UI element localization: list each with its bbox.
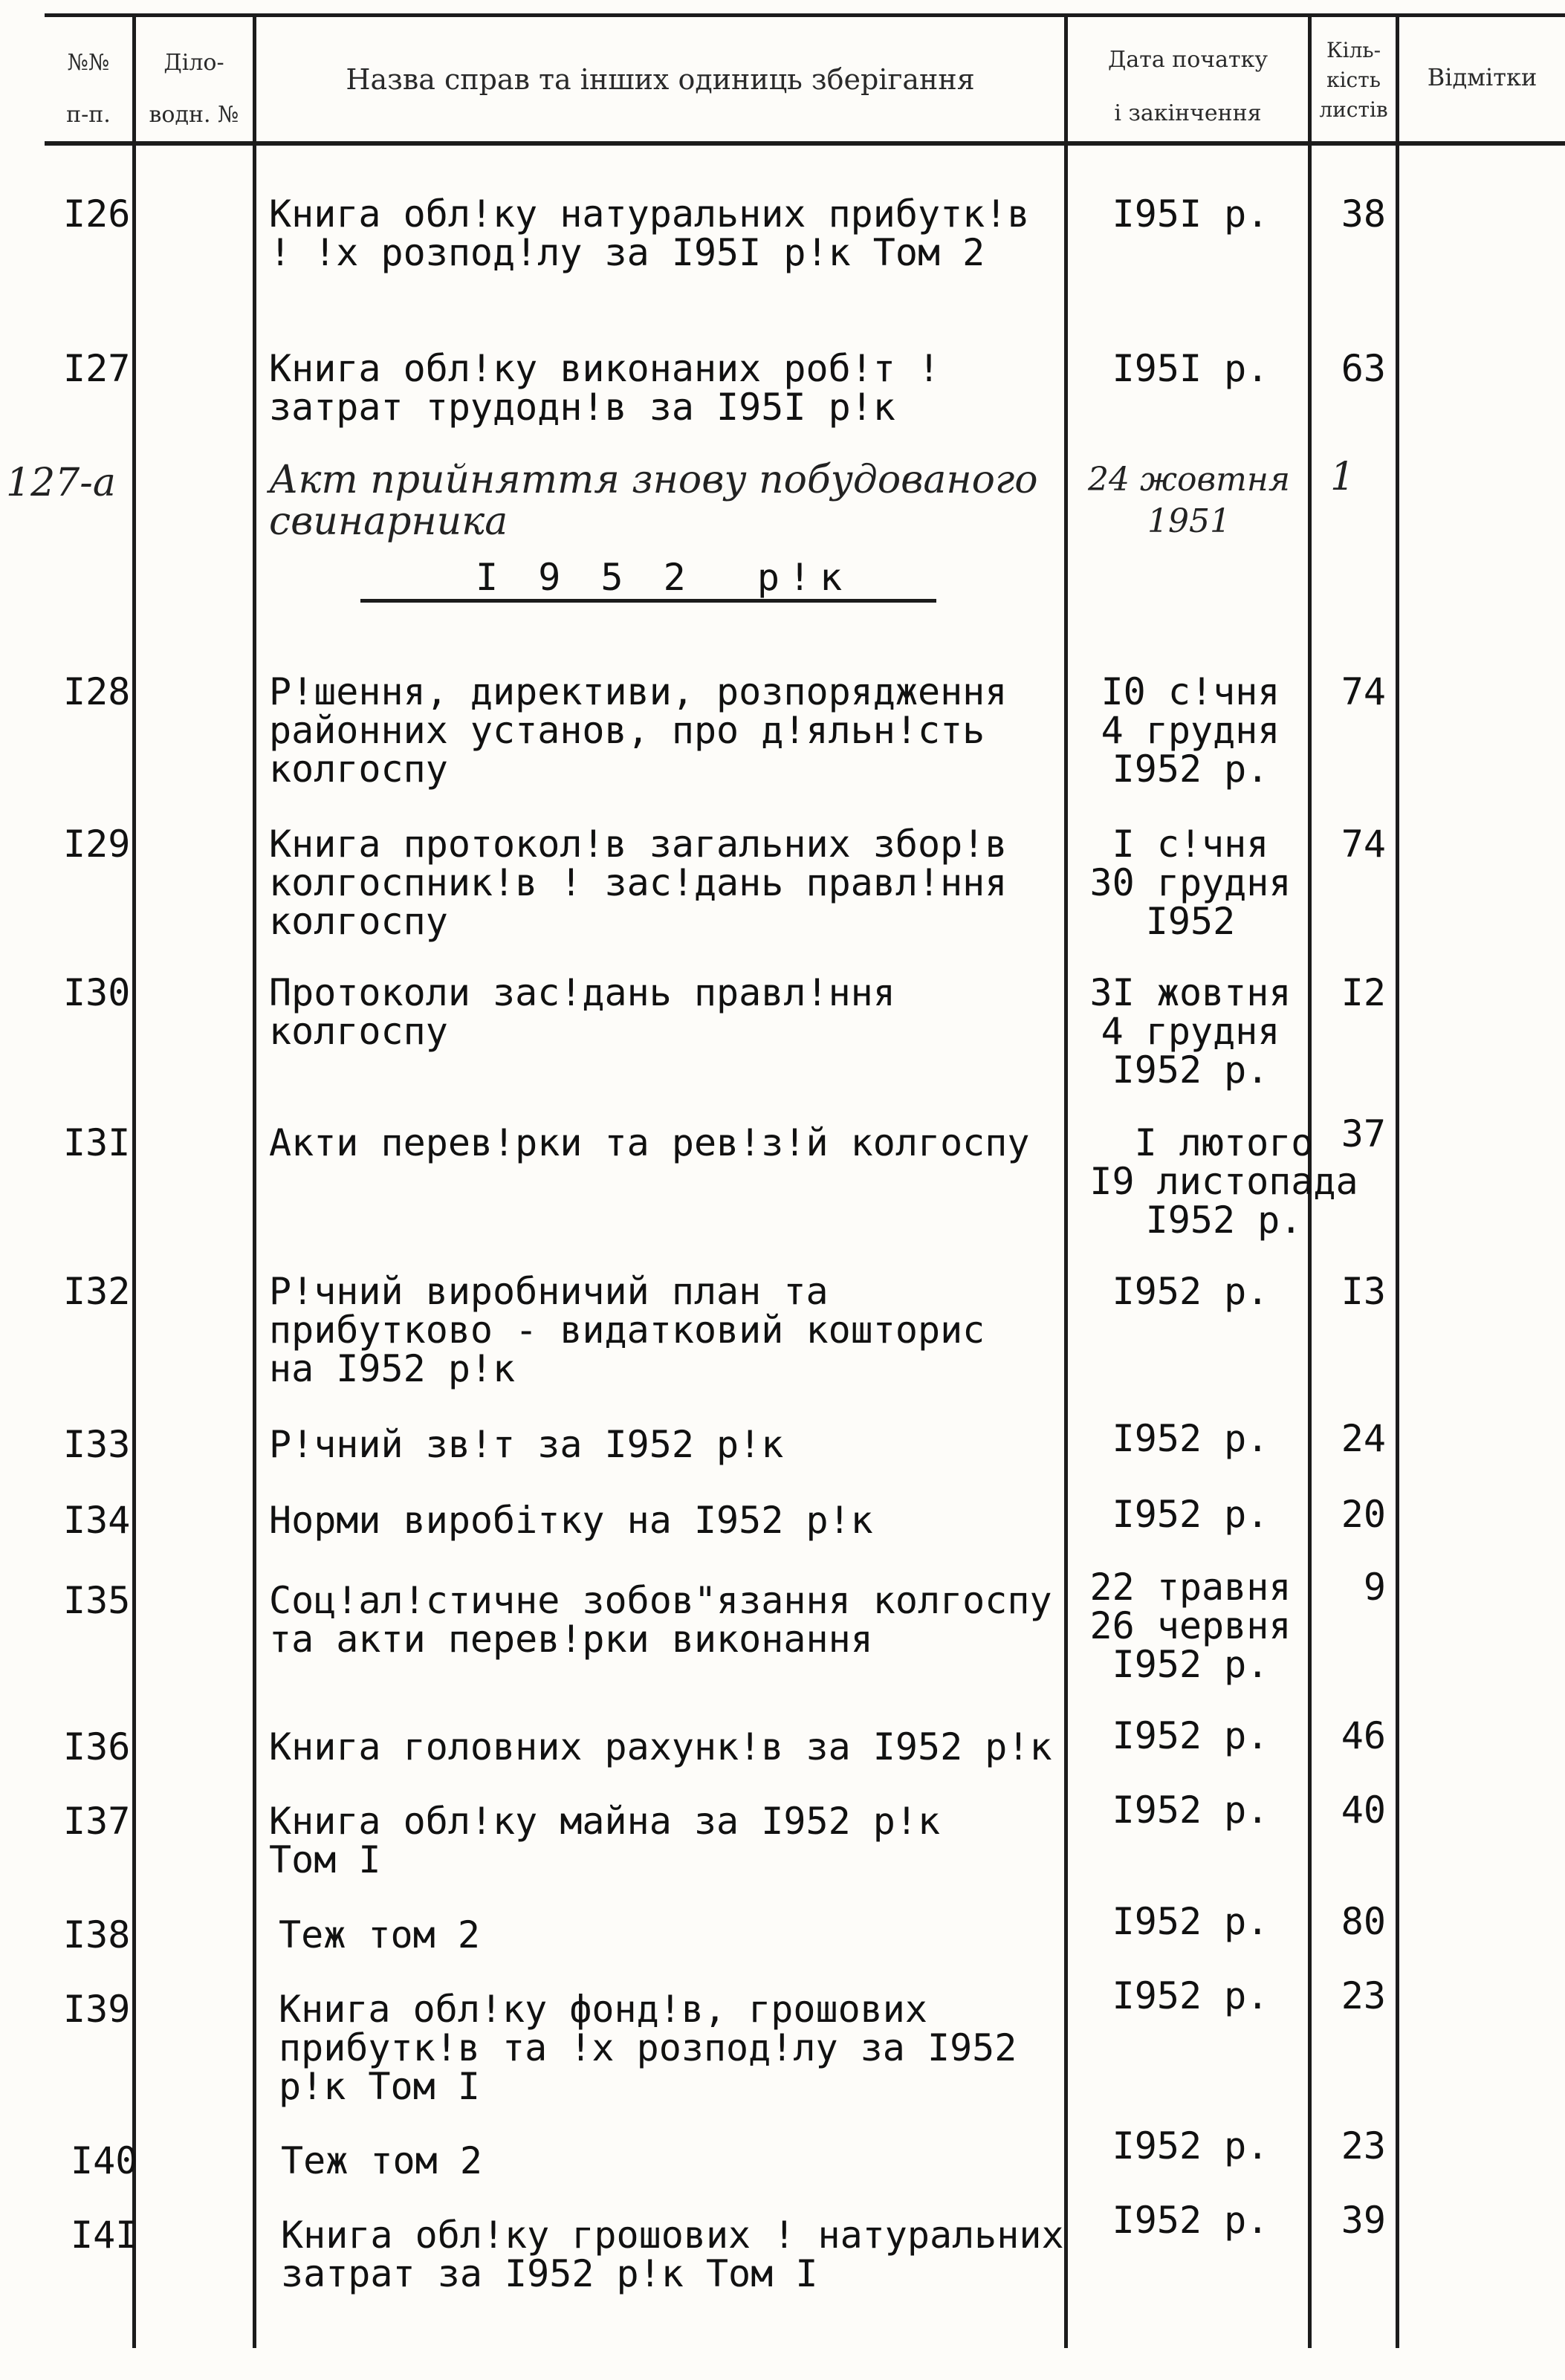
row-131-dates: I лютого I9 листопада I952 р. xyxy=(1089,1121,1358,1242)
row-127-title: Книга обл!ку виконаних роб!т ! затрат трудодн!в за I95I р!к xyxy=(269,347,941,429)
row-141-title: Книга обл!ку грошових ! натуральних затрат за I952 р!к Том I xyxy=(281,2214,1064,2295)
row-131-title: Акти перев!рки та рев!з!й колгоспу xyxy=(269,1121,1030,1164)
col-divider-1 xyxy=(132,15,136,2348)
header-col-sheets-line3: листів xyxy=(1319,97,1388,122)
row-127-sheets: 63 xyxy=(1341,347,1386,390)
row-137-num: I37 xyxy=(63,1800,131,1843)
row-133-sheets: 24 xyxy=(1341,1417,1386,1460)
row-139-sheets: 23 xyxy=(1341,1974,1386,2017)
row-135-title: Соц!ал!стичне зобов"язання колгоспу та акти перев!рки виконання xyxy=(269,1579,1052,1661)
row-127a-dates: 24 жовтня 1951 xyxy=(1088,461,1290,540)
header-bottom-rule xyxy=(45,141,1565,146)
row-126-dates: I95I р. xyxy=(1112,192,1269,236)
header-col-dates-line1: Дата початку xyxy=(1107,47,1268,73)
row-138-num: I38 xyxy=(63,1913,131,1956)
row-140-title: Теж том 2 xyxy=(281,2139,482,2182)
row-141-dates: I952 р. xyxy=(1112,2199,1269,2242)
row-126-title: Книга обл!ку натуральних прибутк!в ! !х розпод!лу за I95I р!к Том 2 xyxy=(269,192,1030,274)
row-130-num: I30 xyxy=(63,971,131,1014)
row-137-dates: I952 р. xyxy=(1112,1789,1269,1832)
row-126-num: I26 xyxy=(63,192,131,236)
header-col-sheets xyxy=(1312,36,1396,125)
row-130-dates: 3I жовтня 4 грудня I952 р. xyxy=(1089,971,1292,1092)
row-131-num: I3I xyxy=(63,1121,131,1164)
row-129-dates: I с!чня 30 грудня I952 xyxy=(1089,823,1292,943)
row-132-dates: I952 р. xyxy=(1112,1270,1269,1313)
header-col-num-line2: п-п. xyxy=(66,102,111,128)
row-136-dates: I952 р. xyxy=(1112,1714,1269,1757)
row-134-title: Норми виробітку на I952 р!к xyxy=(269,1499,873,1542)
row-128-dates: I0 с!чня 4 грудня I952 р. xyxy=(1101,670,1280,791)
row-139-dates: I952 р. xyxy=(1112,1974,1269,2017)
section-heading-underline xyxy=(360,599,936,603)
header-col-num-line1: №№ xyxy=(67,50,110,76)
row-135-num: I35 xyxy=(63,1579,131,1622)
row-129-num: I29 xyxy=(63,823,131,866)
top-rule xyxy=(45,13,1565,17)
header-col-office-line1: Діло- xyxy=(163,50,224,76)
row-132-num: I32 xyxy=(63,1270,131,1313)
header-col-notes: Відмітки xyxy=(1427,63,1538,91)
row-135-dates: 22 травня 26 червня I952 р. xyxy=(1089,1566,1292,1686)
row-137-sheets: 40 xyxy=(1341,1789,1386,1832)
row-133-num: I33 xyxy=(63,1423,131,1466)
row-131-sheets: 37 xyxy=(1341,1112,1386,1155)
row-133-dates: I952 р. xyxy=(1112,1417,1269,1460)
row-136-sheets: 46 xyxy=(1341,1714,1386,1757)
row-128-title: Р!шення, директиви, розпорядження районних установ, про д!яльн!сть колгоспу xyxy=(269,670,1008,791)
row-132-title: Р!чний виробничий план та прибутково - видатковий кошторис на I952 р!к xyxy=(269,1270,985,1390)
row-133-title: Р!чний зв!т за I952 р!к xyxy=(269,1423,784,1466)
row-129-sheets: 74 xyxy=(1341,823,1386,866)
row-126-sheets: 38 xyxy=(1341,192,1386,236)
row-127-dates: I95I р. xyxy=(1112,347,1269,390)
row-130-title: Протоколи зас!дань правл!ння колгоспу xyxy=(269,971,895,1053)
row-140-dates: I952 р. xyxy=(1112,2124,1269,2167)
row-128-sheets: 74 xyxy=(1341,670,1386,713)
section-heading-1952: I 9 5 2 р!к xyxy=(476,556,852,599)
row-134-sheets: 20 xyxy=(1341,1493,1386,1536)
row-138-sheets: 80 xyxy=(1341,1900,1386,1943)
row-129-title: Книга протокол!в загальних збор!в колгоспник!в ! зас!дань правл!ння колгоспу xyxy=(269,823,1008,943)
header-col-office-line2: водн. № xyxy=(149,102,239,128)
row-134-dates: I952 р. xyxy=(1112,1493,1269,1536)
row-138-title: Теж том 2 xyxy=(279,1913,480,1956)
row-141-num: I4I xyxy=(71,2214,138,2257)
row-139-title: Книга обл!ку фонд!в, грошових прибутк!в та !х розпод!лу за I952 р!к Том I xyxy=(279,1988,1017,2108)
row-139-num: I39 xyxy=(63,1988,131,2031)
row-128-num: I28 xyxy=(63,670,131,713)
row-138-dates: I952 р. xyxy=(1112,1900,1269,1943)
row-127a-sheets: 1 xyxy=(1330,455,1355,499)
row-127a-title: Акт прийняття знову побудованого свинарника xyxy=(269,458,1038,544)
header-col-sheets-line2: кість xyxy=(1326,68,1381,92)
header-col-dates xyxy=(1068,33,1308,140)
row-136-num: I36 xyxy=(63,1725,131,1768)
row-127-num: I27 xyxy=(63,347,131,390)
row-140-num: I40 xyxy=(71,2139,138,2182)
header-col-num xyxy=(45,37,132,141)
col-divider-2 xyxy=(253,15,256,2348)
row-132-sheets: I3 xyxy=(1341,1270,1386,1313)
row-127a-num: 127-а xyxy=(6,461,116,505)
row-134-num: I34 xyxy=(63,1499,131,1542)
header-col-office xyxy=(135,37,253,141)
row-135-sheets: 9 xyxy=(1363,1566,1386,1609)
header-col-title: Назва справ та інших одиниць зберігання xyxy=(346,63,975,96)
row-130-sheets: I2 xyxy=(1341,971,1386,1014)
row-137-title: Книга обл!ку майна за I952 р!к Том I xyxy=(269,1800,941,1881)
row-141-sheets: 39 xyxy=(1341,2199,1386,2242)
header-col-sheets-line1: Кіль- xyxy=(1326,38,1381,62)
header-col-dates-line2: і закінчення xyxy=(1114,100,1262,126)
col-divider-5 xyxy=(1396,15,1399,2348)
row-136-title: Книга головних рахунк!в за I952 р!к xyxy=(269,1725,1052,1768)
row-140-sheets: 23 xyxy=(1341,2124,1386,2167)
